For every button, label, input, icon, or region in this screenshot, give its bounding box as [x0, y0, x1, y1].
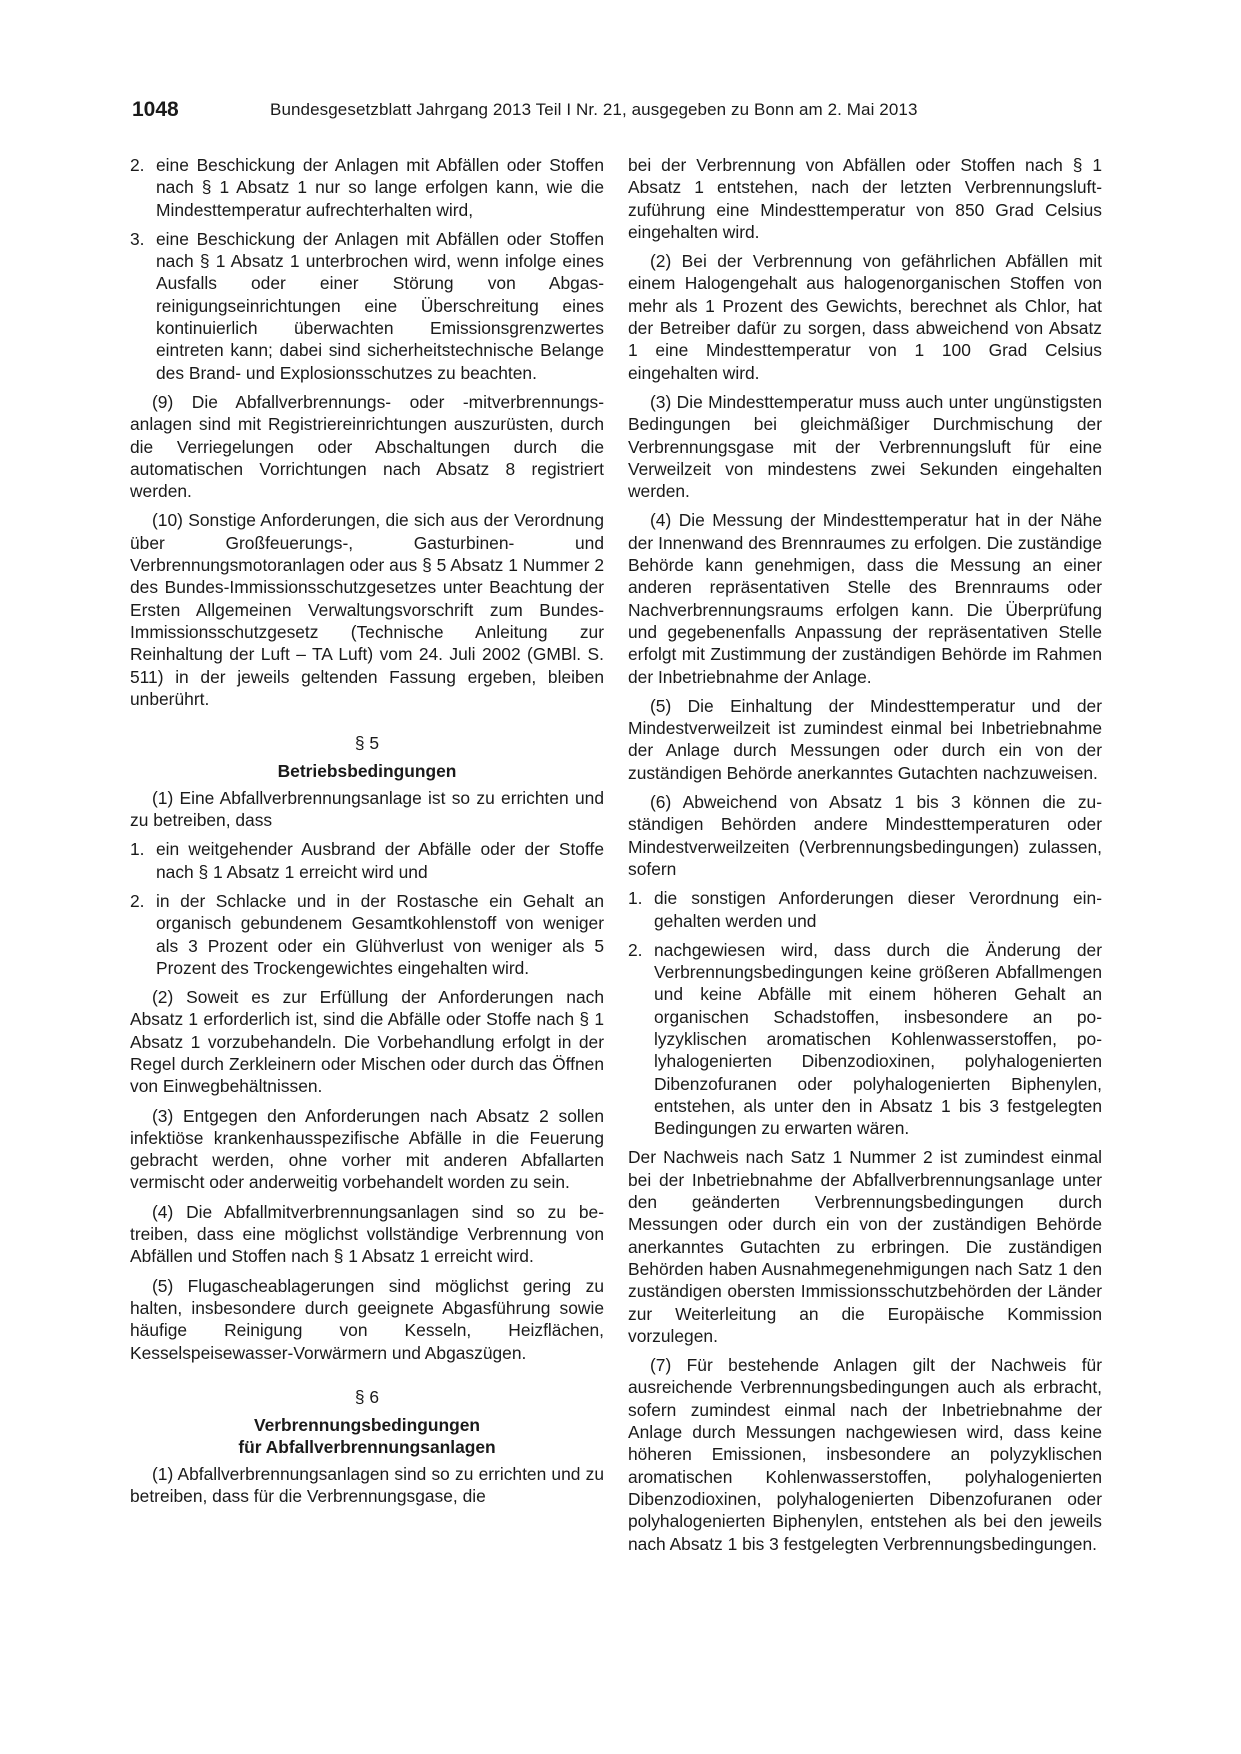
- right-column: [628, 154, 1102, 1562]
- paragraph-6-5: (5) Die Einhaltung der Mindesttemperatur und der Mindestverweilzeit ist zumindest einmal bei Inbetriebnahme der Anlage durch Messungen oder durch ein von der zuständigen Behörde anerkanntes Gutachten nachzuweisen.: [628, 695, 1102, 783]
- page-number: 1048: [132, 98, 179, 121]
- section-number-6: § 6: [354, 1386, 380, 1407]
- list-item: [130, 890, 604, 979]
- list-item: [628, 939, 1102, 1140]
- list-item-text: ein weitgehender Ausbrand der Abfälle oder der Stoffe nach § 1 Absatz 1 erreicht wird und: [156, 839, 604, 882]
- section-subtitle-6: für Abfallverbrennungsanlagen: [238, 1437, 496, 1458]
- paragraph-6-6: (6) Abweichend von Absatz 1 bis 3 können die zuständigen Behörden andere Mindesttemperaturen oder Mindestverweilzeiten (Verbrennungsbedingungen) zulassen, sofern: [628, 792, 1102, 879]
- page-header: [132, 98, 1110, 128]
- paragraph-5-1: (1) Eine Abfallverbrennungsanlage ist so zu errichten und zu betreiben, dass: [130, 787, 604, 831]
- list-item: [130, 228, 604, 384]
- list-item-number: 2.: [130, 890, 145, 911]
- paragraph-9: (9) Die Abfallverbrennungs- oder -mitverbrennungsanlagen sind mit Registriereinrichtungen auszurüsten, durch die Verriegelungen oder Abschaltungen durch die automatischen Vorrichtungen nach Absatz 8 registriert werden.: [130, 391, 604, 502]
- list-item-number: 1.: [130, 839, 145, 860]
- left-column: [130, 154, 604, 1514]
- paragraph-6-4: (4) Die Messung der Mindesttemperatur hat in der Nähe der Innenwand des Brennraumes zu erfolgen. Die zuständige Behörde kann genehmigen, dass die Messung an einer anderen repräsentativen Stelle des Brennraums oder Nachverbrennungsraums erfolgen kann. Die Überprüfung und gegebenenfalls Anpassung der repräsentativen Stelle erfolgt mit Zustimmung der zuständigen Behörde im Rahmen der Inbetriebnahme der Anlage.: [628, 510, 1102, 687]
- paragraph-6-3: (3) Die Mindesttemperatur muss auch unter ungünstigsten Bedingungen bei gleichmäßiger Durchmischung der Verbrennungsgase mit der Verbrennungsluft für eine Verweilzeit von mindestens zwei Sekunden eingehalten werden.: [628, 391, 1102, 502]
- numbered-list: [130, 838, 604, 979]
- paragraph-10: (10) Sonstige Anforderungen, die sich aus der Verordnung über Großfeuerungs-, Gasturbinen- und Verbrennungsmotoranlagen oder aus § 5 Absatz 1 Nummer 2 des Bundes-Immissionsschutzgesetzes unter Beachtung der Ersten Allgemeinen Verwaltungsvorschrift zum Bundes-Immissionsschutzgesetz (Technische Anleitung zur Reinhaltung der Luft – TA Luft) vom 24. Juli 2002 (GMBl. S. 511) in der jeweils geltenden Fassung ergeben, bleiben unberührt.: [130, 510, 604, 709]
- paragraph-5-4: (4) Die Abfallmitverbrennungsanlagen sind so zu betreiben, dass eine möglichst vollständige Verbrennung von Abfällen und Stoffen nach § 1 Absatz 1 erreicht wird.: [130, 1201, 604, 1267]
- paragraph-5-5: (5) Flugascheablagerungen sind möglichst gering zu halten, insbesondere durch geeignete Abgasführung sowie häufige Reinigung von Kesseln, Heizflächen, Kesselspeisewasser-Vorwärmern und Abgaszügen.: [130, 1275, 604, 1363]
- list-item-text: eine Beschickung der Anlagen mit Abfällen oder Stoffen nach § 1 Absatz 1 nur so lange erfolgen kann, wie die Mindesttemperatur aufrechterhalten wird,: [156, 155, 604, 220]
- list-item-text: in der Schlacke und in der Rostasche ein Gehalt an organisch gebundenem Gesamtkohlenstoff von weniger als 3 Prozent oder ein Glühverlust von weniger als 5 Prozent des Trockengewichtes eingehalten wird.: [156, 890, 604, 978]
- list-item: [130, 838, 604, 883]
- list-item-number: 2.: [628, 939, 643, 960]
- paragraph-6-2: (2) Bei der Verbrennung von gefährlichen Abfällen mit einem Halogengehalt aus halogenorganischen Stoffen von mehr als 1 Prozent des Gewichts, berechnet als Chlor, hat der Betreiber dafür zu sorgen, dass abweichend von Absatz 1 eine Mindesttemperatur von 1 100 Grad Celsius eingehalten wird.: [628, 251, 1102, 383]
- running-title: Bundesgesetzblatt Jahrgang 2013 Teil I Nr. 21, ausgegeben zu Bonn am 2. Mai 2013: [270, 100, 918, 119]
- section-title-5: Betriebsbedingungen: [277, 761, 457, 782]
- paragraph-nachweis: Der Nachweis nach Satz 1 Nummer 2 ist zumindest einmal bei der Inbetriebnahme der Abfallverbrennungsanlage unter den geänderten Verbrennungsbedingungen durch Messungen oder durch ein von der zuständigen Behörde anerkanntes Gutachten zu erbringen. Die zuständigen Behörden haben Ausnahmegenehmigungen nach Satz 1 den zuständigen obersten Immissionsschutzbehörden der Länder zur Weiterleitung an die Europäische Kommission vorzulegen.: [628, 1147, 1102, 1346]
- list-item-text: die sonstigen Anforderungen dieser Verordnung eingehalten werden und: [654, 888, 1102, 931]
- section-title-6: Verbrennungsbedingungen: [253, 1415, 481, 1436]
- list-item-text: nachgewiesen wird, dass durch die Änderung der Verbrennungsbedingungen keine größeren Abfallmengen und keine Abfälle mit einem höheren Gehalt an organischen Schadstoffen, insbesondere an polyzyklischen aromatischen Kohlenwasserstoffen, polyhalogenierten Dibenzodioxinen, polyhalogenierten Dibenzofuranen oder polyhalogenierten Biphenylen, entstehen, als unter den in Absatz 1 bis 3 festgelegten Bedingungen zu erwarten wären.: [654, 939, 1102, 1139]
- list-item: [628, 887, 1102, 932]
- paragraph-6-1: (1) Abfallverbrennungsanlagen sind so zu errichten und zu betreiben, dass für die Verbrennungsgase, die: [130, 1463, 604, 1507]
- paragraph-5-2: (2) Soweit es zur Erfüllung der Anforderungen nach Absatz 1 erforderlich ist, sind die Abfälle oder Stoffe nach § 1 Absatz 1 vorzubehandeln. Die Vorbehandlung erfolgt in der Regel durch Zerkleinern oder Mischen oder durch das Öffnen von Einwegbehältnissen.: [130, 987, 604, 1097]
- paragraph-6-7: (7) Für bestehende Anlagen gilt der Nachweis für ausreichende Verbrennungsbedingungen auch als erbracht, sofern zumindest einmal nach der Inbetriebnahme der Anlage durch Messungen nachgewiesen wird, dass keine höheren Emissionen, insbesondere an polyzyklischen aromatischen Kohlenwasserstoffen, polyhalogenierten Dibenzodioxinen, polyhalogenierten Dibenzofuranen oder polyhalogenierten Biphenylen, entstehen als bei den jeweils nach Absatz 1 bis 3 festgelegten Verbrennungsbedingungen.: [628, 1355, 1102, 1554]
- list-item-number: 3.: [130, 228, 145, 249]
- list-item-number: 2.: [130, 155, 145, 175]
- list-item-text: eine Beschickung der Anlagen mit Abfällen oder Stoffen nach § 1 Absatz 1 unterbrochen wird, wenn infolge eines Ausfalls oder einer Störung von Abgasreinigungseinrichtungen eine Überschreitung eines kontinuierlich überwachten Emissionsgrenzwertes eintreten kann; dabei sind sicherheitstechnische Belange des Brand- und Explosionsschutzes zu beachten.: [156, 228, 604, 383]
- paragraph-6-1-continued: bei der Verbrennung von Abfällen oder Stoffen nach § 1 Absatz 1 entstehen, nach der letzten Verbrennungsluftzuführung eine Mindesttemperatur von 850 Grad Celsius eingehalten wird.: [628, 155, 1102, 242]
- list-item-number: 1.: [628, 888, 643, 909]
- paragraph-5-3: (3) Entgegen den Anforderungen nach Absatz 2 sollen infektiöse krankenhausspezifische Abfälle in die Feuerung gebracht werden, ohne vorher mit anderen Abfallarten vermischt oder anderweitig vorbehandelt worden zu sein.: [130, 1105, 604, 1193]
- section-number-5: § 5: [354, 733, 380, 754]
- numbered-list: [130, 154, 604, 384]
- numbered-list: [628, 887, 1102, 1139]
- list-item: [130, 154, 604, 221]
